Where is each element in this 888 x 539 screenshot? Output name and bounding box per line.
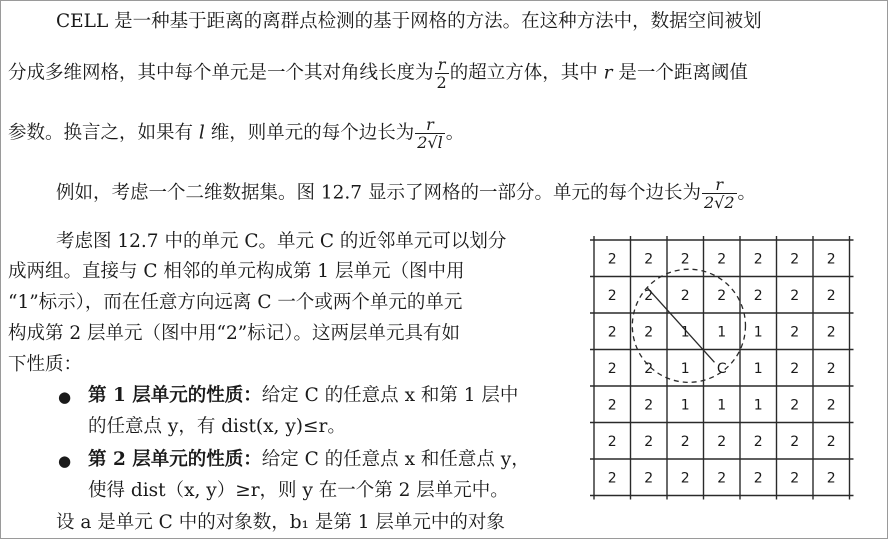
grid-cell-label: 2 xyxy=(680,470,690,487)
fraction-r-over-2-sqrt-l xyxy=(415,116,445,151)
variable-l: l xyxy=(198,122,205,144)
grid-cell-center-label: C xyxy=(716,360,727,377)
grid-cell-label: 2 xyxy=(790,433,800,450)
paragraph-3-line-5: 下性质： xyxy=(8,354,83,375)
fraction-numerator: r xyxy=(702,176,737,194)
text-segment: 分成多维网格，其中每个单元是一个其对角线长度为 xyxy=(8,62,434,84)
grid-cell-label: 2 xyxy=(753,251,763,268)
grid-cell-label: 2 xyxy=(826,287,836,304)
grid-cell-label: 1 xyxy=(680,324,690,341)
grid-cell-label: 2 xyxy=(790,360,800,377)
grid-cell-label: 2 xyxy=(790,251,800,268)
paragraph-3-line-4: 构成第 2 层单元（图中用“2”标记）。这两层单元具有如 xyxy=(8,323,460,344)
grid-cell-label: 2 xyxy=(607,287,617,304)
grid-cell-label: 1 xyxy=(680,360,690,377)
grid-cell-label: 2 xyxy=(790,397,800,414)
text-segment: 的超立方体，其中 xyxy=(449,62,604,84)
bullet-1-line-1 xyxy=(88,384,518,408)
text-segment: 维，则单元的每个边长为 xyxy=(204,122,415,144)
grid-cell-label: 1 xyxy=(680,397,690,414)
text-segment: 。 xyxy=(737,182,757,204)
grid-cell-label: 2 xyxy=(753,470,763,487)
paragraph-3-line-3: “1”标示），而在任意方向远离 C 一个或两个单元的单元 xyxy=(8,292,463,313)
paragraph-1-line-2 xyxy=(8,56,748,91)
grid-cell-label: 2 xyxy=(607,397,617,414)
text-segment: 例如，考虑一个二维数据集。图 12.7 显示了网格的一部分。单元的每个边长为 xyxy=(56,182,701,204)
bullet-text: 给定 C 的任意点 x 和任意点 y， xyxy=(261,449,530,470)
text-segment: 。 xyxy=(445,122,465,144)
grid-figure xyxy=(590,236,880,530)
grid-cell-label: 2 xyxy=(644,470,654,487)
grid-cell-label: 2 xyxy=(607,360,617,377)
grid-cell-label: 2 xyxy=(790,324,800,341)
grid-cell-label: 1 xyxy=(717,397,727,414)
grid-cell-label: 2 xyxy=(607,324,617,341)
fraction-numerator: r xyxy=(435,56,449,74)
fraction-denominator: 2√2 xyxy=(703,193,735,212)
grid-cell-label: 2 xyxy=(790,470,800,487)
bullet-1-line-2: 的任意点 y，有 dist(x, y)≤r。 xyxy=(88,416,346,437)
grid-cell-label: 2 xyxy=(680,287,690,304)
grid-cell-label: 2 xyxy=(826,397,836,414)
grid-cell-label: 2 xyxy=(680,251,690,268)
grid-cell-label: 2 xyxy=(607,251,617,268)
paragraph-3-line-2: 成两组。直接与 C 相邻的单元构成第 1 层单元（图中用 xyxy=(8,261,465,282)
grid-cell-label: 2 xyxy=(644,360,654,377)
grid-cell-label: 2 xyxy=(607,433,617,450)
bullet-2-line-1 xyxy=(88,448,530,472)
grid-cell-label: 2 xyxy=(717,433,727,450)
bullet-text: 给定 C 的任意点 x 和第 1 层中 xyxy=(261,385,519,406)
grid-cell-label: 2 xyxy=(790,287,800,304)
grid-cell-label: 2 xyxy=(644,433,654,450)
fraction-r-over-2-sqrt-2 xyxy=(702,176,737,211)
grid-cell-label: 2 xyxy=(644,324,654,341)
bullet-heading: 第 1 层单元的性质： xyxy=(88,385,262,406)
grid-cell-label: 2 xyxy=(717,287,727,304)
grid-cell-label: 2 xyxy=(644,397,654,414)
bullet-icon: ● xyxy=(58,388,72,406)
grid-cell-label: 2 xyxy=(753,433,763,450)
grid-cell-label: 2 xyxy=(644,287,654,304)
grid-cell-label: 1 xyxy=(753,360,763,377)
grid-cell-label: 2 xyxy=(680,433,690,450)
grid-cell-label: 1 xyxy=(717,324,727,341)
fraction-numerator: r xyxy=(415,116,445,134)
grid-cell-label: 2 xyxy=(717,470,727,487)
grid-cell-label: 1 xyxy=(753,397,763,414)
grid-cell-label: 1 xyxy=(753,324,763,341)
bullet-icon: ● xyxy=(58,452,72,470)
grid-cell-label: 2 xyxy=(644,251,654,268)
grid-cell-label: 2 xyxy=(826,360,836,377)
fraction-denominator: 2 xyxy=(436,73,447,92)
paragraph-2 xyxy=(56,176,756,211)
grid-cell-label: 2 xyxy=(826,433,836,450)
grid-cell-label: 2 xyxy=(753,287,763,304)
text-segment: 参数。换言之，如果有 xyxy=(8,122,199,144)
grid-cell-label: 2 xyxy=(607,470,617,487)
grid-cell-label: 2 xyxy=(826,324,836,341)
paragraph-3-line-1: 考虑图 12.7 中的单元 C。单元 C 的近邻单元可以划分 xyxy=(56,231,507,252)
paragraph-1-line-1: CELL 是一种基于距离的离群点检测的基于网格的方法。在这种方法中，数据空间被划 xyxy=(56,11,762,32)
grid-cell-label: 2 xyxy=(826,470,836,487)
bullet-heading: 第 2 层单元的性质： xyxy=(88,449,262,470)
fraction-denominator: 2√l xyxy=(417,133,443,152)
fraction-r-over-2 xyxy=(435,56,449,91)
text-segment: 是一个距离阈值 xyxy=(612,62,748,84)
grid-cell-label: 2 xyxy=(717,251,727,268)
bullet-2-line-2: 使得 dist（x, y）≥r，则 y 在一个第 2 层单元中。 xyxy=(88,480,509,501)
variable-r: r xyxy=(603,62,613,84)
paragraph-1-line-3 xyxy=(8,116,464,151)
grid-cell-label: 2 xyxy=(826,251,836,268)
paragraph-4-line-1: 设 a 是单元 C 中的对象数，b₁ 是第 1 层单元中的对象 xyxy=(56,512,505,533)
